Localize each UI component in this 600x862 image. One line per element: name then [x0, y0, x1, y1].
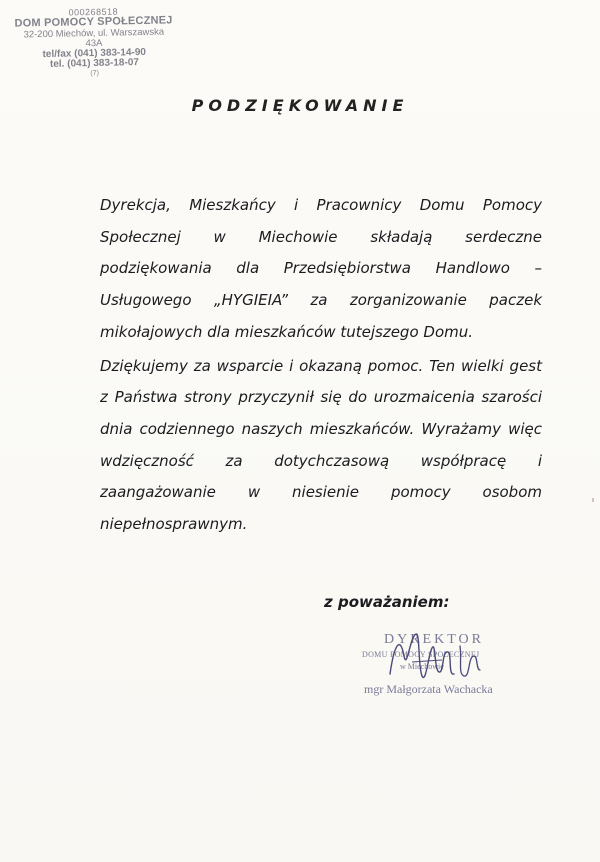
- paragraph-1: Dyrekcja, Mieszkańcy i Pracownicy Domu Pomocy Społecznej w Miechowie składają serdeczne podziękowania dla Przedsiębiorstwa Handlowo – Usługowego „HYGIEIA” za zorganizowanie paczek mikołajowych dla mieszkańców tutejszego Domu.: [100, 196, 542, 341]
- stamp-org-name: DOM POMOCY SPOŁECZNEJ: [14, 14, 173, 31]
- stamp-telfax: tel/fax (041) 383-14-90: [42, 46, 147, 61]
- letter-title: PODZIĘKOWANIE: [191, 96, 409, 115]
- stamp-number: (7): [90, 69, 99, 78]
- signature-title: DYREKTOR: [384, 632, 484, 647]
- handwritten-signature-icon: [382, 626, 492, 696]
- paragraph-2: Dziękujemy za wsparcie i okazaną pomoc. Ten wielki gest z Państwa strony przyczynił się do urozmaicenia szarości dnia codziennego naszych mieszkańców. Wyrażamy więc wdzięczność za dotychczasową współpracę i zaangażowanie w niesienie pomocy osobom niepełnosprawnym.: [100, 356, 542, 534]
- letter-body: [100, 190, 542, 541]
- signature-stamp: [362, 632, 522, 712]
- signature-city: w Miechowie: [400, 662, 444, 671]
- stamp-tel: tel. (041) 383-18-07: [49, 57, 140, 71]
- closing-phrase: z poważaniem:: [324, 593, 450, 611]
- organization-stamp: [13, 6, 174, 79]
- signature-org: DOMU POMOCY SPOŁECZNEJ: [362, 650, 480, 659]
- paper-mark: [592, 498, 594, 502]
- stamp-address: 32-200 Miechów, ul. Warszawska 43A: [23, 26, 165, 50]
- stamp-id: 000268518: [68, 6, 119, 18]
- signature-name: mgr Małgorzata Wachacka: [364, 682, 493, 696]
